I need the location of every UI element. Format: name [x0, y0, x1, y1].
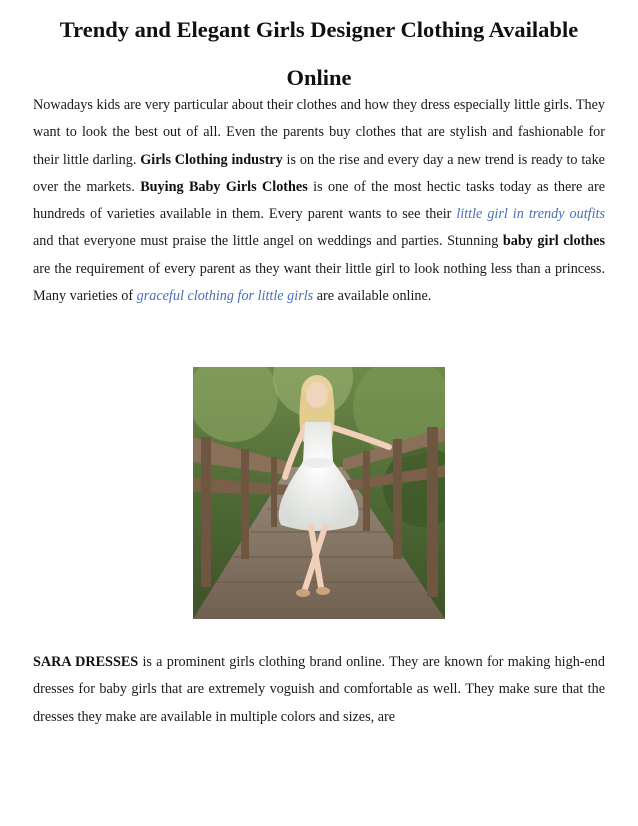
link-graceful-clothing[interactable]: graceful clothing for little girls: [136, 288, 314, 305]
text-run: and that everyone must praise the little angel on weddings and parties. Stunning: [33, 233, 503, 250]
bold-phrase-buying-baby-girls-clothes: Buying Baby Girls Clothes: [140, 178, 308, 195]
bold-phrase-girls-clothing-industry: Girls Clothing industry: [140, 151, 283, 168]
text-run: is on the rise and every day a new trend is ready to take over the markets.: [33, 151, 605, 195]
text-run: are available online.: [313, 288, 432, 305]
link-little-girl-trendy-outfits[interactable]: little girl in trendy outfits: [456, 206, 605, 223]
page-title: Trendy and Elegant Girls Designer Clothing Available Online: [59, 17, 579, 90]
bold-phrase-sara-dresses: SARA DRESSES: [33, 654, 139, 670]
text-run: is one of the most hectic tasks today as there are hundreds of varieties available in them. Every parent wants to see their: [33, 178, 605, 223]
intro-paragraph: [33, 92, 605, 310]
text-run: Nowadays kids are very particular about their clothes and how they dress especially little girls. They want to look the best out of all. Even the parents buy clothes that are stylish and fashionable for their little darling.: [33, 97, 605, 168]
text-run: is a prominent girls clothing brand online. They are known for making high-end dresses for baby girls that are extremely voguish and comfortable as well. They make sure that the dresses they make are available in multiple colors and sizes, are: [33, 654, 605, 725]
girl-white-dress-photo: [193, 367, 445, 619]
bold-phrase-baby-girl-clothes: baby girl clothes: [502, 233, 605, 250]
text-run: are the requirement of every parent as they want their little girl to look nothing less than a princess. Many varieties of: [33, 260, 605, 305]
brand-paragraph: [33, 649, 605, 731]
